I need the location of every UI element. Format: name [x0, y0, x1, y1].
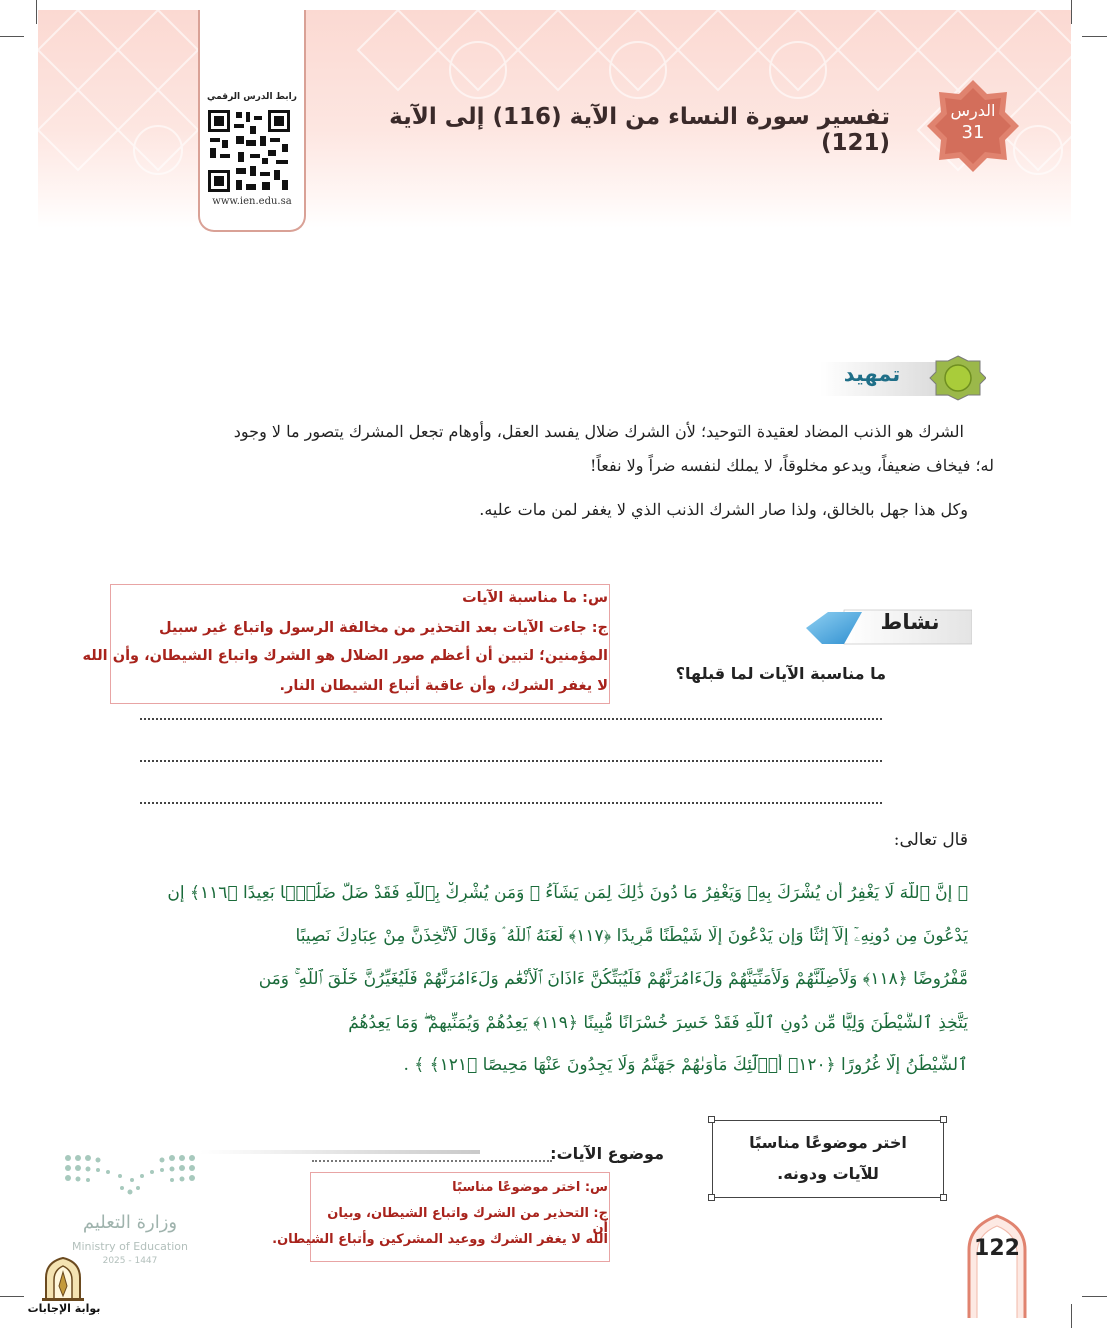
- verses-intro: قال تعالى:: [893, 830, 968, 850]
- portal-name: بوابة الإجابات: [27, 1302, 101, 1315]
- lesson-word: الدرس: [950, 101, 996, 120]
- page-number: 122: [974, 1236, 1020, 1261]
- activity-answer-line: ج: جاءت الآيات بعد التحذير من مخالفة الرسول واتباع غير سبيل: [159, 620, 608, 636]
- intro-line-2: له؛ فيخاف ضعيفاً، ويدعو مخلوقاً، لا يملك لنفسه ضراً ولا نفعاً!: [589, 456, 994, 475]
- topic-answer-line: الله لا يغفر الشرك ووعيد المشركين وأتباع الشيطان.: [272, 1232, 608, 1247]
- box-corner: [940, 1116, 947, 1123]
- activity-answer-line: المؤمنين؛ لتبين أن أعظم صور الضلال هو الشرك واتباع الشيطان، وأن الله: [82, 648, 608, 664]
- activity-answer-question: س: ما مناسبة الآيات: [462, 590, 608, 606]
- topic-instruction-line: للآيات ودونه.: [777, 1164, 879, 1183]
- intro-heading: تمهيد: [843, 362, 901, 386]
- answer-dotted-line[interactable]: [140, 718, 882, 720]
- crop-mark: [0, 1296, 24, 1297]
- box-corner: [708, 1194, 715, 1201]
- crop-mark: [1071, 1304, 1072, 1328]
- qr-label: رابط الدرس الرقمي: [207, 92, 297, 102]
- answer-dotted-line[interactable]: [140, 802, 882, 804]
- verse-line: مَّفْرُوضًا ﴿١١٨﴾ وَلَأُضِلَّنَّهُمْ وَلَأُمَنِّيَنَّهُمْ وَلَءَامُرَنَّهُمْ فَلَيُبَتِّكُنَّ ءَاذَانَ ٱلْأَنْعَٰمِ وَلَءَامُرَنَّهُمْ فَلَيُغَيِّرُنَّ خَلْقَ ٱللَّهِ ۚ وَمَن: [258, 969, 968, 989]
- lesson-badge: [925, 78, 1021, 174]
- verse-line: ﴿ إِنَّ ٱللَّهَ لَا يَغْفِرُ أَن يُشْرَكَ بِهِۦ وَيَغْفِرُ مَا دُونَ ذَٰلِكَ لِمَن يَشَآءُ ۚ وَمَن يُشْرِكْ بِٱللَّهِ فَقَدْ ضَلَّ ضَلَٰلًۢا بَعِيدًا ﴿١١٦﴾ إِن: [167, 883, 968, 903]
- verse-line: ٱلشَّيْطَٰنُ إِلَّا غُرُورًا ﴿١٢٠﴾ أُو۟لَٰٓئِكَ مَأْوَىٰهُمْ جَهَنَّمُ وَلَا يَجِدُونَ عَنْهَا مَحِيصًا ﴿١٢١﴾ ﴾ .: [403, 1055, 968, 1075]
- intro-line-1: الشرك هو الذنب المضاد لعقيدة التوحيد؛ لأن الشرك ضلال يفسد العقل، وأوهام تجعل المشرك يتصور ما لا وجود: [233, 422, 964, 441]
- topic-instruction-box: [712, 1120, 944, 1198]
- ministry-logo-icon: [62, 1152, 198, 1200]
- activity-answer-line: لا يغفر الشرك، وأن عاقبة أتباع الشيطان النار.: [279, 678, 608, 694]
- box-corner: [940, 1194, 947, 1201]
- crop-mark: [1082, 1296, 1107, 1297]
- box-corner: [708, 1116, 715, 1123]
- topic-answer-question: س: اختر موضوعًا مناسبًا: [452, 1180, 608, 1195]
- page-number-tab: [965, 1214, 1029, 1318]
- lesson-title: تفسير سورة النساء من الآية (116) إلى الآية (121): [389, 104, 890, 156]
- topic-instruction-line: اختر موضوعًا مناسبًا: [749, 1133, 907, 1152]
- verse-line: يَدْعُونَ مِن دُونِهِۦٓ إِلَّآ إِنَٰثًا وَإِن يَدْعُونَ إِلَّا شَيْطَٰنًا مَّرِيدًا ﴿١١٧﴾ لَّعَنَهُ ٱللَّهُ ۘ وَقَالَ لَأَتَّخِذَنَّ مِنْ عِبَادِكَ نَصِيبًا: [295, 926, 968, 946]
- activity-question: ما مناسبة الآيات لما قبلها؟: [675, 664, 886, 683]
- crop-mark: [1082, 36, 1107, 37]
- topic-label: موضوع الآيات:: [550, 1144, 664, 1163]
- topic-label-bar: [200, 1150, 480, 1154]
- activity-heading: نشاط: [880, 610, 940, 634]
- topic-answer-line: ج: التحذير من الشرك واتباع الشيطان، وبيان أن: [327, 1206, 608, 1236]
- lesson-number: 31: [961, 122, 985, 143]
- qr-url[interactable]: www.ien.edu.sa: [212, 196, 292, 207]
- ministry-name-arabic: وزارة التعليم: [82, 1212, 178, 1233]
- portal-logo-icon: [40, 1256, 86, 1302]
- ministry-name-english: Ministry of Education: [71, 1240, 188, 1253]
- qr-code-icon[interactable]: [206, 108, 292, 194]
- crop-mark: [1071, 0, 1072, 24]
- crop-mark: [36, 0, 37, 24]
- answer-dotted-line[interactable]: [140, 760, 882, 762]
- intro-line-3: وكل هذا جهل بالخالق، ولذا صار الشرك الذنب الذي لا يغفر لمن مات عليه.: [479, 500, 968, 519]
- crop-mark: [0, 36, 24, 37]
- ministry-year: 2025 - 1447: [102, 1256, 158, 1266]
- verse-line: يَتَّخِذِ ٱلشَّيْطَٰنَ وَلِيًّا مِّن دُونِ ٱللَّهِ فَقَدْ خَسِرَ خُسْرَانًا مُّبِينًا ﴿١١٩﴾ يَعِدُهُمْ وَيُمَنِّيهِمْ ۖ وَمَا يَعِدُهُمُ: [348, 1013, 968, 1033]
